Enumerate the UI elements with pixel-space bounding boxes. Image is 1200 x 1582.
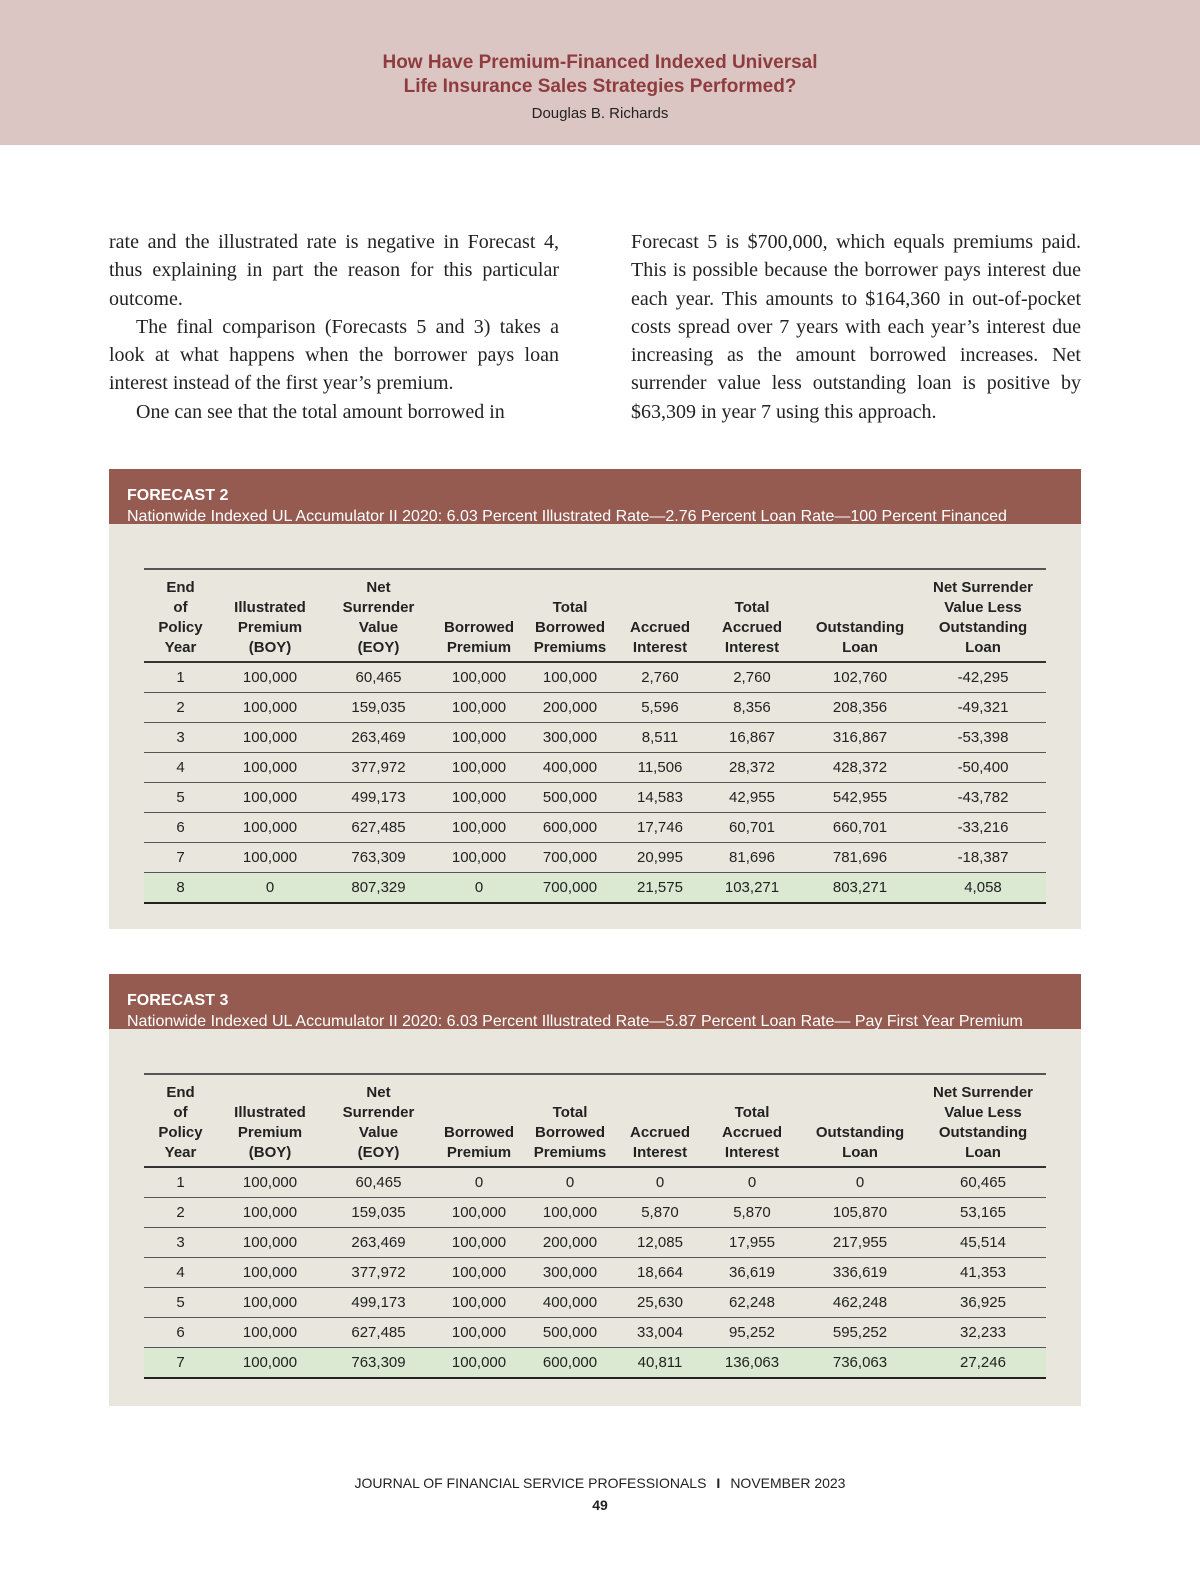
column-header-line: Policy [158,1124,203,1141]
table-cell: 100,000 [434,783,524,813]
table-cell: 36,925 [920,1288,1046,1318]
table-row [144,1228,1046,1258]
table-cell: 53,165 [920,1198,1046,1228]
forecast-3-subtitle: Nationwide Indexed UL Accumulator II 2020: 6.03 Percent Illustrated Rate—5.87 Percent Loan Rate— Pay First Year Premium [127,1013,1023,1030]
column-header [217,569,323,662]
table-cell: 499,173 [323,1288,434,1318]
column-header [616,1074,704,1167]
table-cell: 200,000 [524,693,616,723]
table-cell: 136,063 [704,1348,800,1379]
table-cell: 300,000 [524,1258,616,1288]
page-header [0,0,1200,145]
table-row [144,1198,1046,1228]
table-cell: -18,387 [920,843,1046,873]
table-cell: 100,000 [434,753,524,783]
table-cell: 100,000 [217,723,323,753]
table-cell: 45,514 [920,1228,1046,1258]
table-cell: 0 [434,1167,524,1198]
column-header-line: Premiums [533,639,607,656]
table-cell: 500,000 [524,783,616,813]
table-cell: 5,870 [616,1198,704,1228]
table-cell: 100,000 [217,1167,323,1198]
column-header-line: Interest [632,1144,688,1161]
table-row [144,1258,1046,1288]
column-header-line: Premiums [533,1144,607,1161]
table-cell: 100,000 [434,813,524,843]
column-header-line: Value [358,619,399,636]
table-cell: 263,469 [323,1228,434,1258]
footer-separator: I [716,1475,721,1491]
table-cell: -53,398 [920,723,1046,753]
forecast-3-panel [109,974,1081,1406]
table-cell: 60,701 [704,813,800,843]
column-header-line: Accrued [721,1124,783,1141]
table-cell: 2 [144,693,217,723]
table-cell: -33,216 [920,813,1046,843]
table-cell: 4 [144,753,217,783]
table-cell: 11,506 [616,753,704,783]
table-row [144,662,1046,693]
column-header-line: Borrowed [534,1124,605,1141]
column-header-line: Loan [965,1144,1001,1161]
column-header-line: Outstanding [815,1124,905,1141]
table-cell: 627,485 [323,813,434,843]
table-cell: 100,000 [217,1288,323,1318]
journal-name: JOURNAL OF FINANCIAL SERVICE PROFESSIONALS [354,1475,707,1491]
table-cell: 2,760 [704,662,800,693]
forecast-2-title: FORECAST 2 [127,487,229,504]
table-cell: 8,511 [616,723,704,753]
table-cell: 159,035 [323,693,434,723]
table-cell: 5,596 [616,693,704,723]
table-cell: 100,000 [434,1258,524,1288]
column-header-line: Premium [237,619,303,636]
table-cell: 208,356 [800,693,920,723]
table-cell: 0 [434,873,524,904]
page-number: 49 [592,1497,608,1513]
table-cell: 36,619 [704,1258,800,1288]
column-header-line: Loan [965,639,1001,656]
table-cell: 0 [800,1167,920,1198]
forecast-3-header [109,974,1081,1029]
table-cell: 377,972 [323,1258,434,1288]
table-cell: 100,000 [217,693,323,723]
table-cell: 803,271 [800,873,920,904]
column-header-line: Value [358,1124,399,1141]
table-cell: 8 [144,873,217,904]
table-cell: 763,309 [323,843,434,873]
table-cell: 100,000 [524,1198,616,1228]
table-cell: 100,000 [217,783,323,813]
article-author: Douglas B. Richards [531,105,669,122]
column-header-line: Outstanding [938,619,1028,636]
table-cell: 4,058 [920,873,1046,904]
column-header-line: Year [164,639,197,656]
column-header-line: Surrender [342,1104,415,1121]
table-cell: 0 [524,1167,616,1198]
forecast-2-header [109,469,1081,524]
table-cell: 14,583 [616,783,704,813]
column-header-line: End [166,1084,195,1101]
table-cell: 40,811 [616,1348,704,1379]
paragraph: The final comparison (Forecasts 5 and 3) takes a look at what happens when the borrower pays loan interest instead of the first year’s premium. [109,315,559,395]
column-header-line: Year [164,1144,197,1161]
column-header [616,569,704,662]
table-cell: 27,246 [920,1348,1046,1379]
table-cell: 1 [144,1167,217,1198]
table-cell: 12,085 [616,1228,704,1258]
column-header-line: Total [734,599,770,616]
column-header-line: Total [734,1104,770,1121]
table-row [144,753,1046,783]
table-cell: 763,309 [323,1348,434,1379]
table-cell: -50,400 [920,753,1046,783]
column-header-line: Loan [842,639,878,656]
column-header-line: (EOY) [357,1144,400,1161]
table-cell: 2,760 [616,662,704,693]
table-cell: 100,000 [217,662,323,693]
table-cell: 159,035 [323,1198,434,1228]
table-cell: 700,000 [524,873,616,904]
table-row [144,723,1046,753]
table-cell: 736,063 [800,1348,920,1379]
column-header [704,1074,800,1167]
column-header-line: (BOY) [248,639,292,656]
table-header-row [144,1074,1046,1167]
column-header [144,1074,217,1167]
table-cell: 17,955 [704,1228,800,1258]
column-header-line: Premium [446,639,512,656]
table-row [144,813,1046,843]
table-cell: 700,000 [524,843,616,873]
table-cell: 7 [144,1348,217,1379]
table-cell: -49,321 [920,693,1046,723]
column-header-line: Premium [237,1124,303,1141]
column-header-line: Surrender [342,599,415,616]
column-header-line: Net Surrender [932,1084,1034,1101]
table-cell: 100,000 [217,1318,323,1348]
table-cell: 17,746 [616,813,704,843]
column-header-line: of [173,599,188,616]
table-cell: 81,696 [704,843,800,873]
column-header-line: (BOY) [248,1144,292,1161]
forecast-2-table [144,568,1046,904]
table-cell: 100,000 [434,1198,524,1228]
column-header [800,1074,920,1167]
page-footer [0,1475,1200,1513]
table-cell: 500,000 [524,1318,616,1348]
table-cell: 41,353 [920,1258,1046,1288]
table-row [144,843,1046,873]
table-cell: 102,760 [800,662,920,693]
table-cell: 100,000 [217,1198,323,1228]
column-header-line: Borrowed [443,619,514,636]
column-header-line: (EOY) [357,639,400,656]
body-column-right [631,228,1081,426]
column-header [217,1074,323,1167]
table-cell: 25,630 [616,1288,704,1318]
column-header [144,569,217,662]
table-cell: 100,000 [434,1348,524,1379]
table-cell: 5 [144,1288,217,1318]
table-cell: 100,000 [434,662,524,693]
column-header [323,569,434,662]
paragraph: One can see that the total amount borrowed in [136,400,505,423]
body-column-left [109,228,559,426]
column-header [920,569,1046,662]
table-cell: 0 [217,873,323,904]
forecast-3-title: FORECAST 3 [127,992,229,1009]
table-cell: 200,000 [524,1228,616,1258]
paragraph: Forecast 5 is $700,000, which equals premiums paid. This is possible because the borrower pays interest due each year. This amounts to $164,360 in out-of-pocket costs spread over 7 years with each year’s interest due increasing as the amount borrowed increases. Net surrender value less outstanding loan is positive by $63,309 in year 7 using this approach. [631,231,1081,423]
column-header-line: Premium [446,1144,512,1161]
forecast-2-panel [109,469,1081,929]
column-header-line: Outstanding [938,1124,1028,1141]
table-cell: 18,664 [616,1258,704,1288]
table-cell: 7 [144,843,217,873]
table-cell: 100,000 [217,753,323,783]
table-cell: 627,485 [323,1318,434,1348]
table-header-row [144,569,1046,662]
table-row [144,783,1046,813]
table-cell: 100,000 [217,843,323,873]
table-row [144,1288,1046,1318]
column-header-line: Accrued [629,1124,691,1141]
table-cell: 95,252 [704,1318,800,1348]
paragraph: rate and the illustrated rate is negative in Forecast 4, thus explaining in part the reason for this particular outcome. [109,231,559,310]
column-header [800,569,920,662]
column-header-line: Borrowed [534,619,605,636]
column-header-line: Total [552,1104,588,1121]
table-cell: 60,465 [323,1167,434,1198]
table-cell: 428,372 [800,753,920,783]
column-header-line: Net [366,579,391,596]
column-header [434,1074,524,1167]
table-cell: 0 [616,1167,704,1198]
table-cell: 100,000 [434,1228,524,1258]
column-header-line: Illustrated [234,1104,306,1121]
table-cell: 263,469 [323,723,434,753]
table-row [144,693,1046,723]
column-header [524,1074,616,1167]
table-cell: 3 [144,723,217,753]
table-row [144,1167,1046,1198]
column-header-line: of [173,1104,188,1121]
column-header-line: Loan [842,1144,878,1161]
table-cell: 807,329 [323,873,434,904]
table-cell: 462,248 [800,1288,920,1318]
table-cell: 6 [144,1318,217,1348]
table-cell: 8,356 [704,693,800,723]
table-cell: 16,867 [704,723,800,753]
table-cell: 400,000 [524,753,616,783]
table-row [144,873,1046,904]
issue-date: NOVEMBER 2023 [730,1475,846,1491]
table-cell: 103,271 [704,873,800,904]
table-cell: 100,000 [434,843,524,873]
table-cell: -42,295 [920,662,1046,693]
forecast-2-subtitle: Nationwide Indexed UL Accumulator II 2020: 6.03 Percent Illustrated Rate—2.76 Percent Loan Rate—100 Percent Financed [127,508,1007,525]
table-cell: 1 [144,662,217,693]
column-header-line: Accrued [721,619,783,636]
title-line-1: How Have Premium-Financed Indexed Universal [382,52,818,73]
column-header [323,1074,434,1167]
table-cell: 28,372 [704,753,800,783]
table-cell: 660,701 [800,813,920,843]
table-cell: 600,000 [524,813,616,843]
table-cell: 316,867 [800,723,920,753]
table-cell: 4 [144,1258,217,1288]
table-cell: 100,000 [434,1318,524,1348]
table-cell: 595,252 [800,1318,920,1348]
table-cell: 42,955 [704,783,800,813]
table-cell: 217,955 [800,1228,920,1258]
table-cell: 6 [144,813,217,843]
column-header-line: Interest [632,639,688,656]
column-header [704,569,800,662]
forecast-3-table [144,1073,1046,1379]
column-header-line: Total [552,599,588,616]
table-cell: 2 [144,1198,217,1228]
table-cell: 100,000 [217,1228,323,1258]
table-cell: 3 [144,1228,217,1258]
table-cell: 32,233 [920,1318,1046,1348]
table-cell: 0 [704,1167,800,1198]
table-cell: 105,870 [800,1198,920,1228]
table-cell: 60,465 [323,662,434,693]
title-line-2: Life Insurance Sales Strategies Performed? [403,76,797,97]
column-header-line: Interest [724,639,780,656]
column-header-line: Policy [158,619,203,636]
table-cell: 100,000 [434,1288,524,1318]
column-header-line: Outstanding [815,619,905,636]
table-cell: 33,004 [616,1318,704,1348]
column-header-line: Interest [724,1144,780,1161]
column-header [524,569,616,662]
column-header [434,569,524,662]
article-title [0,51,1200,99]
table-cell: 5 [144,783,217,813]
table-cell: 499,173 [323,783,434,813]
table-cell: 542,955 [800,783,920,813]
table-cell: 781,696 [800,843,920,873]
table-cell: 600,000 [524,1348,616,1379]
table-cell: 21,575 [616,873,704,904]
column-header-line: Illustrated [234,599,306,616]
table-row [144,1348,1046,1379]
table-cell: 5,870 [704,1198,800,1228]
table-cell: 100,000 [217,813,323,843]
column-header-line: Value Less [944,599,1022,616]
table-cell: 100,000 [217,1258,323,1288]
table-cell: 100,000 [434,723,524,753]
column-header-line: Net [366,1084,391,1101]
table-cell: 20,995 [616,843,704,873]
table-cell: 60,465 [920,1167,1046,1198]
table-cell: 400,000 [524,1288,616,1318]
table-cell: 377,972 [323,753,434,783]
table-cell: 100,000 [217,1348,323,1379]
column-header-line: Borrowed [443,1124,514,1141]
column-header-line: Net Surrender [932,579,1034,596]
table-row [144,1318,1046,1348]
table-cell: -43,782 [920,783,1046,813]
column-header [920,1074,1046,1167]
column-header-line: Value Less [944,1104,1022,1121]
table-cell: 62,248 [704,1288,800,1318]
column-header-line: Accrued [629,619,691,636]
table-cell: 100,000 [524,662,616,693]
table-cell: 336,619 [800,1258,920,1288]
table-cell: 100,000 [434,693,524,723]
table-cell: 300,000 [524,723,616,753]
column-header-line: End [166,579,195,596]
